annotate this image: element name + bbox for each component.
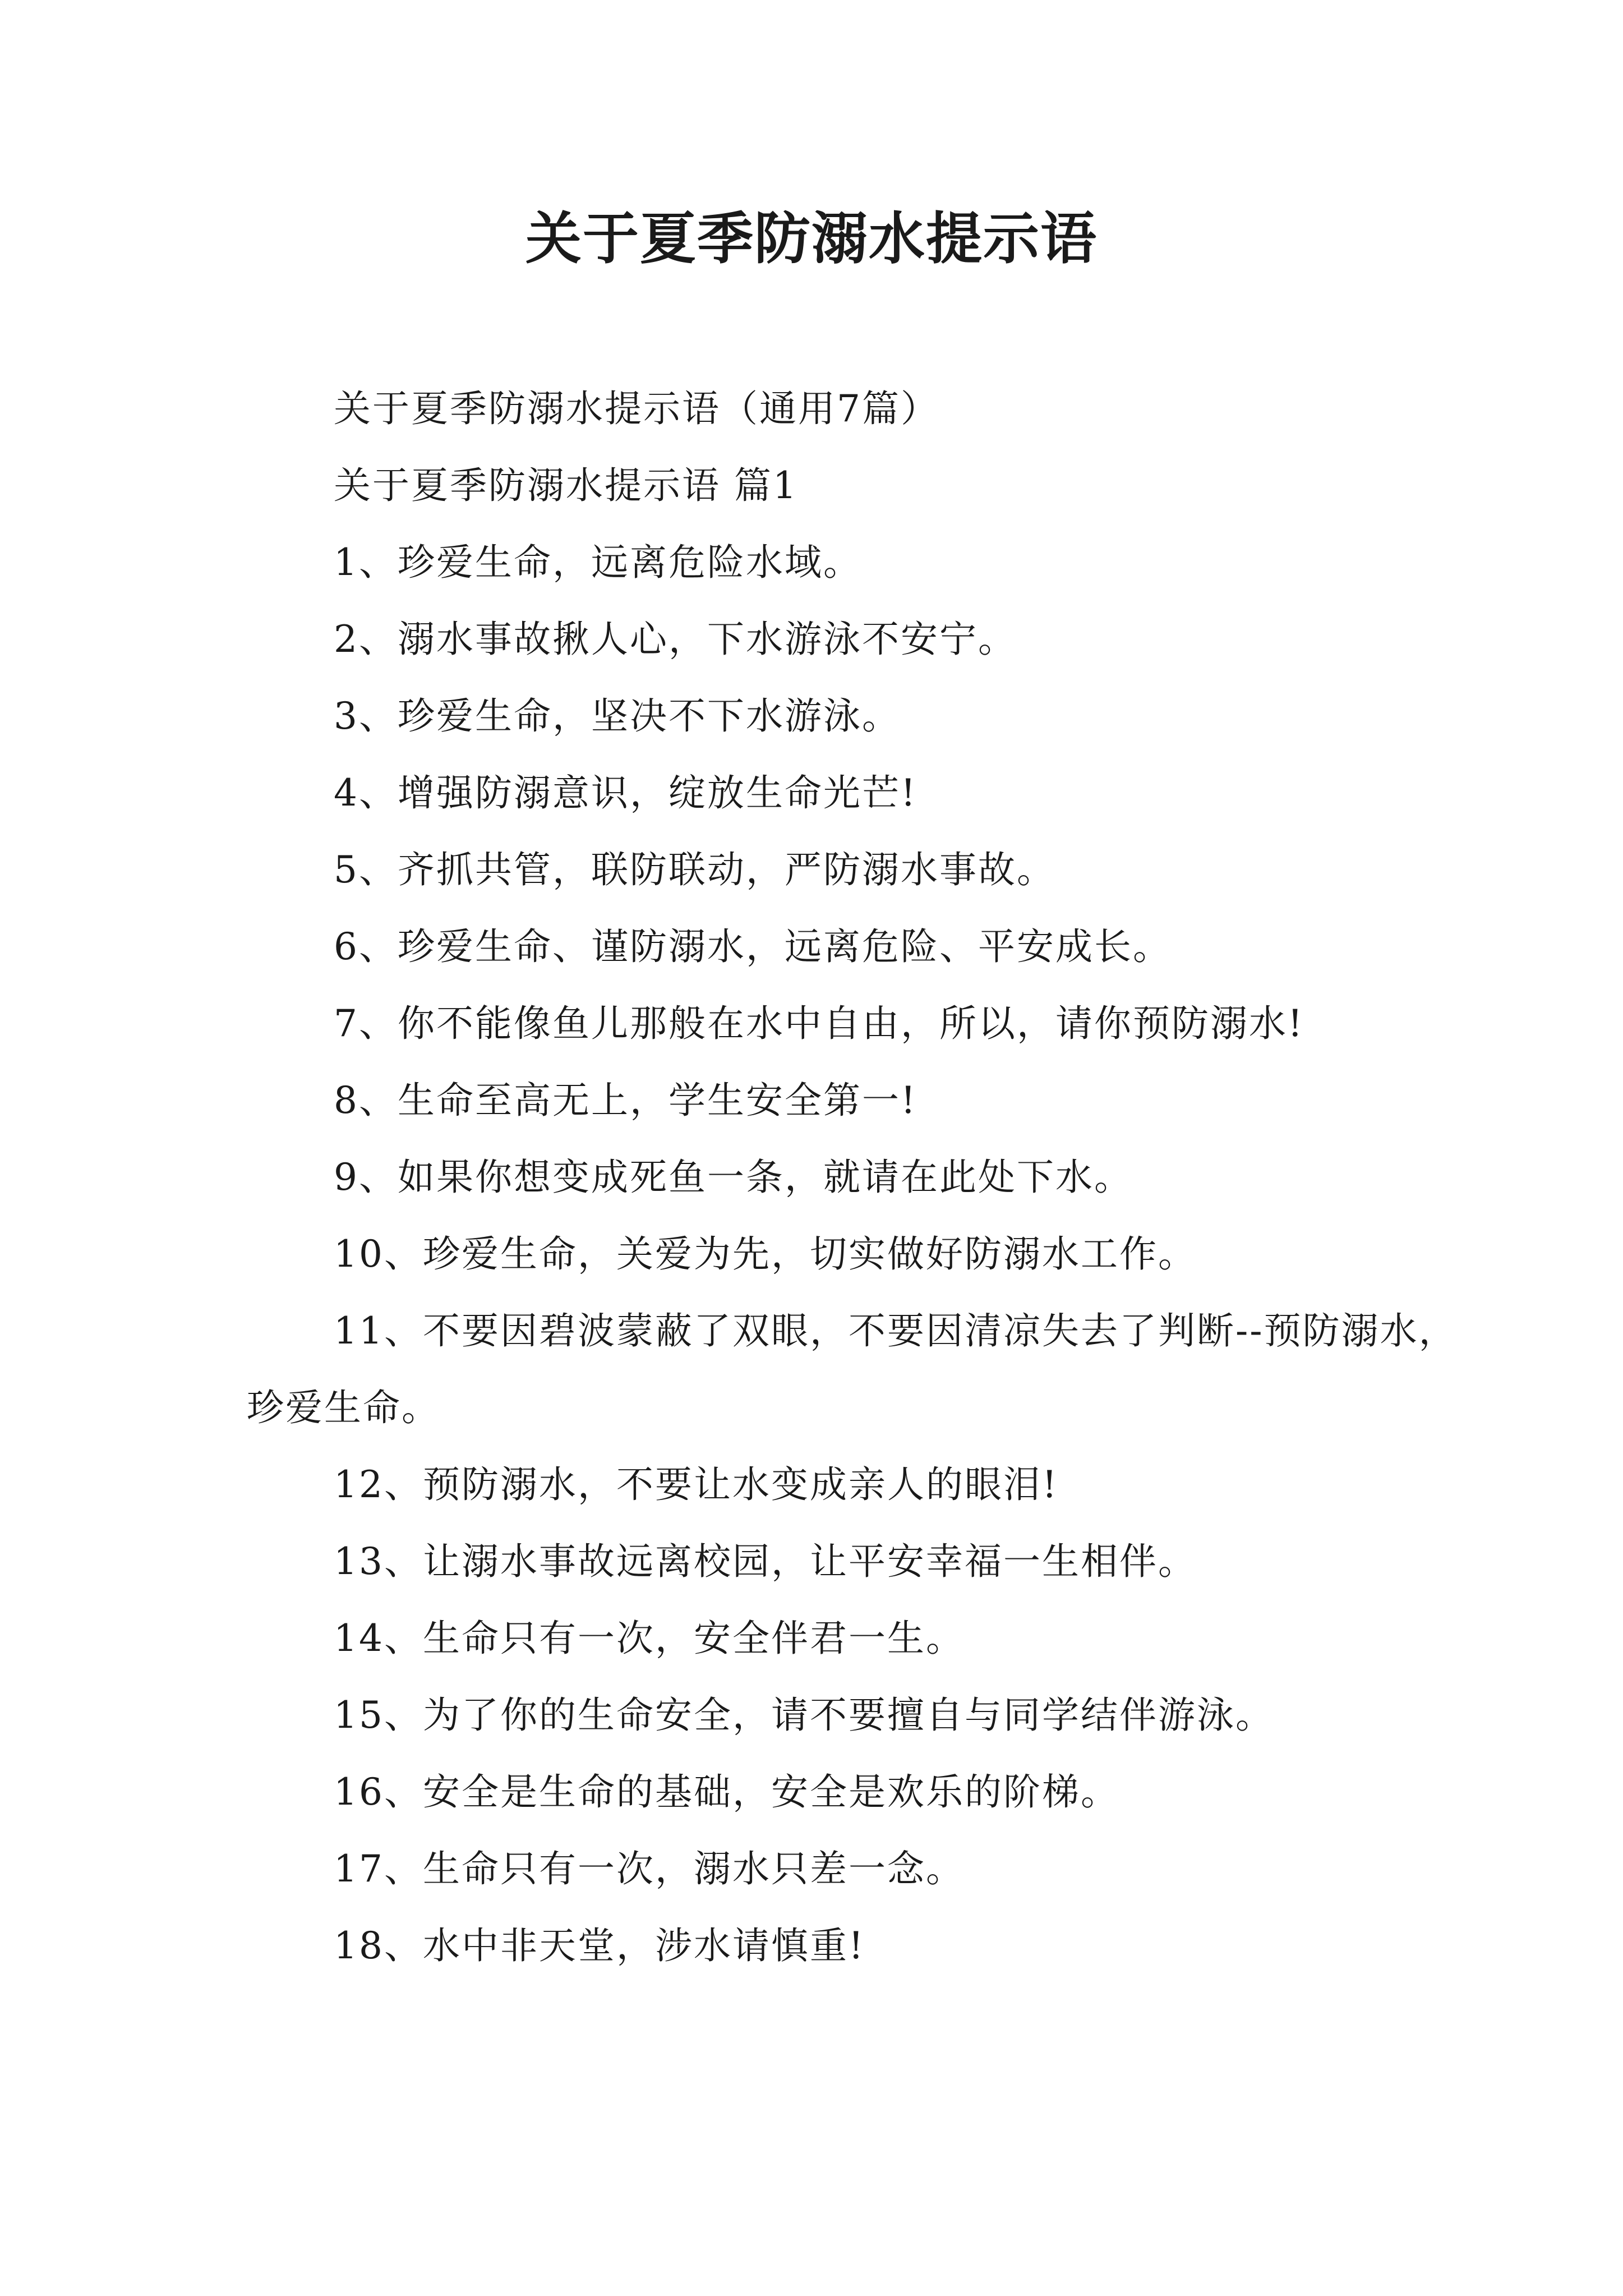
- document-title: 关于夏季防溺水提示语: [525, 205, 1098, 272]
- list-item: 8、生命至高无上，学生安全第一!: [334, 1079, 917, 1122]
- list-item: 14、生命只有一次，安全伴君一生。: [334, 1617, 965, 1660]
- list-item: 17、生命只有一次，溺水只差一念。: [334, 1847, 965, 1890]
- list-item: 6、珍爱生命、谨防溺水，远离危险、平安成长。: [334, 925, 1172, 968]
- list-item: 7、你不能像鱼儿那般在水中自由，所以，请你预防溺水!: [334, 1002, 1304, 1045]
- list-item: 12、预防溺水，不要让水变成亲人的眼泪!: [334, 1463, 1059, 1506]
- paragraph-subtitle: 关于夏季防溺水提示语（通用7篇）: [334, 387, 939, 430]
- list-item: 1、珍爱生命，远离危险水域。: [334, 541, 862, 584]
- document-body: [247, 370, 1464, 1984]
- list-item: 5、齐抓共管，联防联动，严防溺水事故。: [334, 848, 1055, 891]
- list-item: 4、增强防溺意识，绽放生命光芒!: [334, 771, 917, 815]
- list-item: 10、珍爱生命，关爱为先，切实做好防溺水工作。: [334, 1232, 1197, 1276]
- list-item: 15、为了你的生命安全，请不要擅自与同学结伴游泳。: [334, 1694, 1274, 1737]
- list-item: 18、水中非天堂，涉水请慎重!: [334, 1924, 865, 1967]
- list-item: 2、溺水事故揪人心，下水游泳不安宁。: [334, 618, 1017, 661]
- list-item: 16、安全是生命的基础，安全是欢乐的阶梯。: [334, 1770, 1119, 1814]
- paragraph-section-heading: 关于夏季防溺水提示语 篇1: [334, 464, 798, 507]
- list-item: 13、让溺水事故远离校园，让平安幸福一生相伴。: [334, 1540, 1197, 1583]
- list-item: 9、如果你想变成死鱼一条，就请在此处下水。: [334, 1156, 1133, 1199]
- list-item: 3、珍爱生命，坚决不下水游泳。: [334, 694, 901, 738]
- list-item: 11、不要因碧波蒙蔽了双眼，不要因清凉失去了判断--预防溺水，珍爱生命。: [247, 1309, 1458, 1429]
